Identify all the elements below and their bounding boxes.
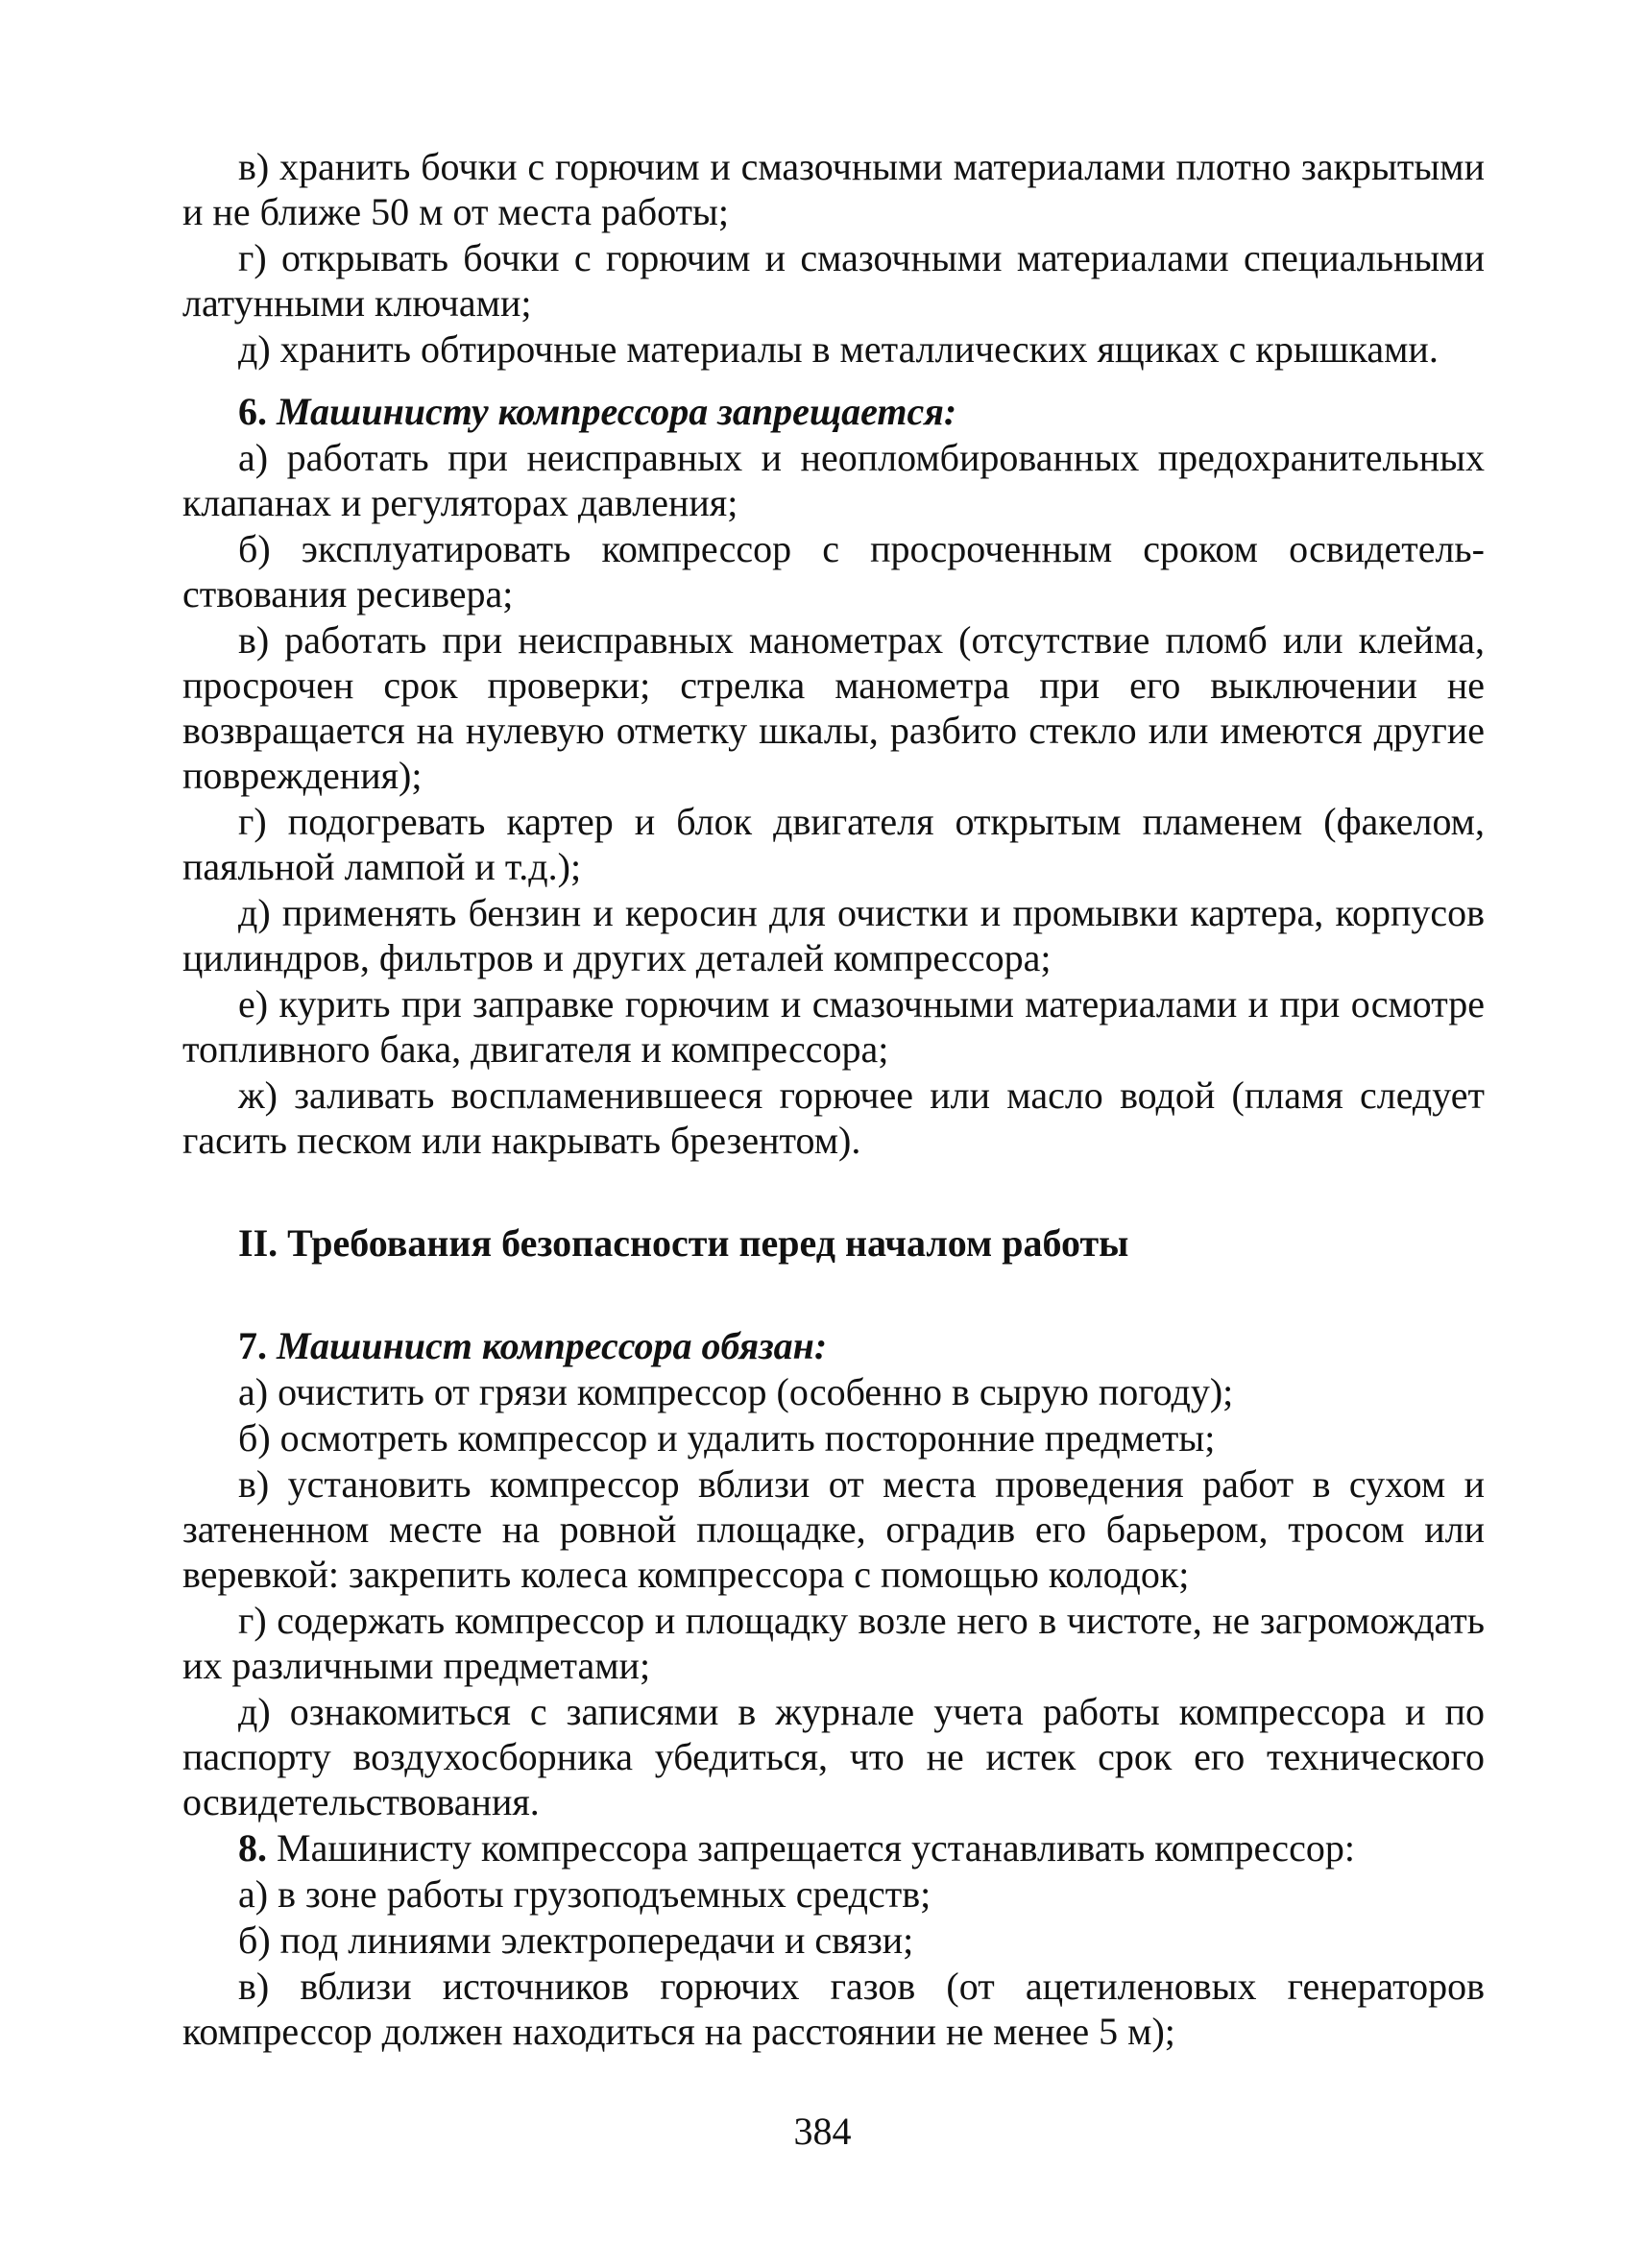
list-item: в) работать при неисправных манометрах (отсутствие пломб или клейма, просрочен срок проверки; стрелка манометра при его выключении не возвращается на нулевую отметку шкалы, разбито стекло или имеются другие повреждения); xyxy=(182,618,1485,797)
item-7-number: 7. xyxy=(238,1324,267,1367)
list-item: в) установить компрессор вблизи от места проведения работ в сухом и затененном месте на ровной площадке, оградив его барьером, тросом или веревкой: закрепить колеса компрессора с помощью колодок; xyxy=(182,1462,1485,1596)
list-item: г) открывать бочки с горючим и смазочными материалами специальными латунными ключами; xyxy=(182,236,1485,325)
list-item: а) в зоне работы грузоподъемных средств; xyxy=(238,1872,931,1916)
item-8-text: Машинисту компрессора запрещается устанавливать компрессор: xyxy=(277,1826,1355,1870)
item-6 xyxy=(182,389,1485,1163)
item-6-number: 6. xyxy=(238,390,267,433)
list-item: а) очистить от грязи компрессор (особенно в сырую погоду); xyxy=(238,1370,1234,1413)
page-number: 384 xyxy=(793,2110,852,2153)
document-page xyxy=(182,144,1485,2055)
list-item: д) применять бензин и керосин для очистки и промывки картера, корпусов цилиндров, фильтров и других деталей компрессора; xyxy=(182,891,1485,979)
item-7-heading xyxy=(182,1323,1485,1368)
list-item: б) под линиями электропередачи и связи; xyxy=(238,1918,914,1962)
list-item: в) вблизи источников горючих газов (от ацетиленовых генераторов компрессор должен находиться на расстоянии не менее 5 м); xyxy=(182,1965,1485,2053)
list-item: д) хранить обтирочные материалы в металлических ящиках с крышками. xyxy=(238,327,1439,371)
item-6-heading-text: Машинисту компрессора запрещается: xyxy=(277,390,957,433)
list-item: б) осмотреть компрессор и удалить посторонние предметы; xyxy=(238,1416,1216,1460)
item-8-intro xyxy=(182,1825,1485,1870)
section-heading: II. Требования безопасности перед началом работы xyxy=(238,1221,1129,1265)
list-item: д) ознакомиться с записями в журнале учета работы компрессора и по паспорту воздухосборника убедиться, что не истек срок его технического освидетельствования. xyxy=(182,1690,1485,1823)
list-item: а) работать при неисправных и неопломбированных предохранительных клапанах и регуляторах давления; xyxy=(182,436,1485,524)
list-item: е) курить при заправке горючим и смазочными материалами и при осмотре топливного бака, двигателя и компрессора; xyxy=(182,982,1485,1071)
list-item: в) хранить бочки с горючим и смазочными материалами плотно закрытыми и не ближе 50 м от места работы; xyxy=(182,145,1485,233)
item-7-heading-text: Машинист компрессора обязан: xyxy=(277,1324,828,1367)
item-7 xyxy=(182,1323,1485,1824)
continuation-list xyxy=(182,144,1485,372)
list-item: б) эксплуатировать компрессор с просроченным сроком освидетельствования ресивера; xyxy=(182,527,1485,615)
item-8 xyxy=(182,1825,1485,2054)
item-6-heading xyxy=(182,389,1485,434)
list-item: г) содержать компрессор и площадку возле него в чистоте, не загромождать их различными предметами; xyxy=(182,1599,1485,1687)
list-item: г) подогревать картер и блок двигателя открытым пламенем (факелом, паяльной лампой и т.д.); xyxy=(182,800,1485,888)
list-item: ж) заливать воспламенившееся горючее или масло водой (пламя следует гасить песком или накрывать брезентом). xyxy=(182,1074,1485,1162)
item-8-number: 8. xyxy=(238,1826,267,1870)
